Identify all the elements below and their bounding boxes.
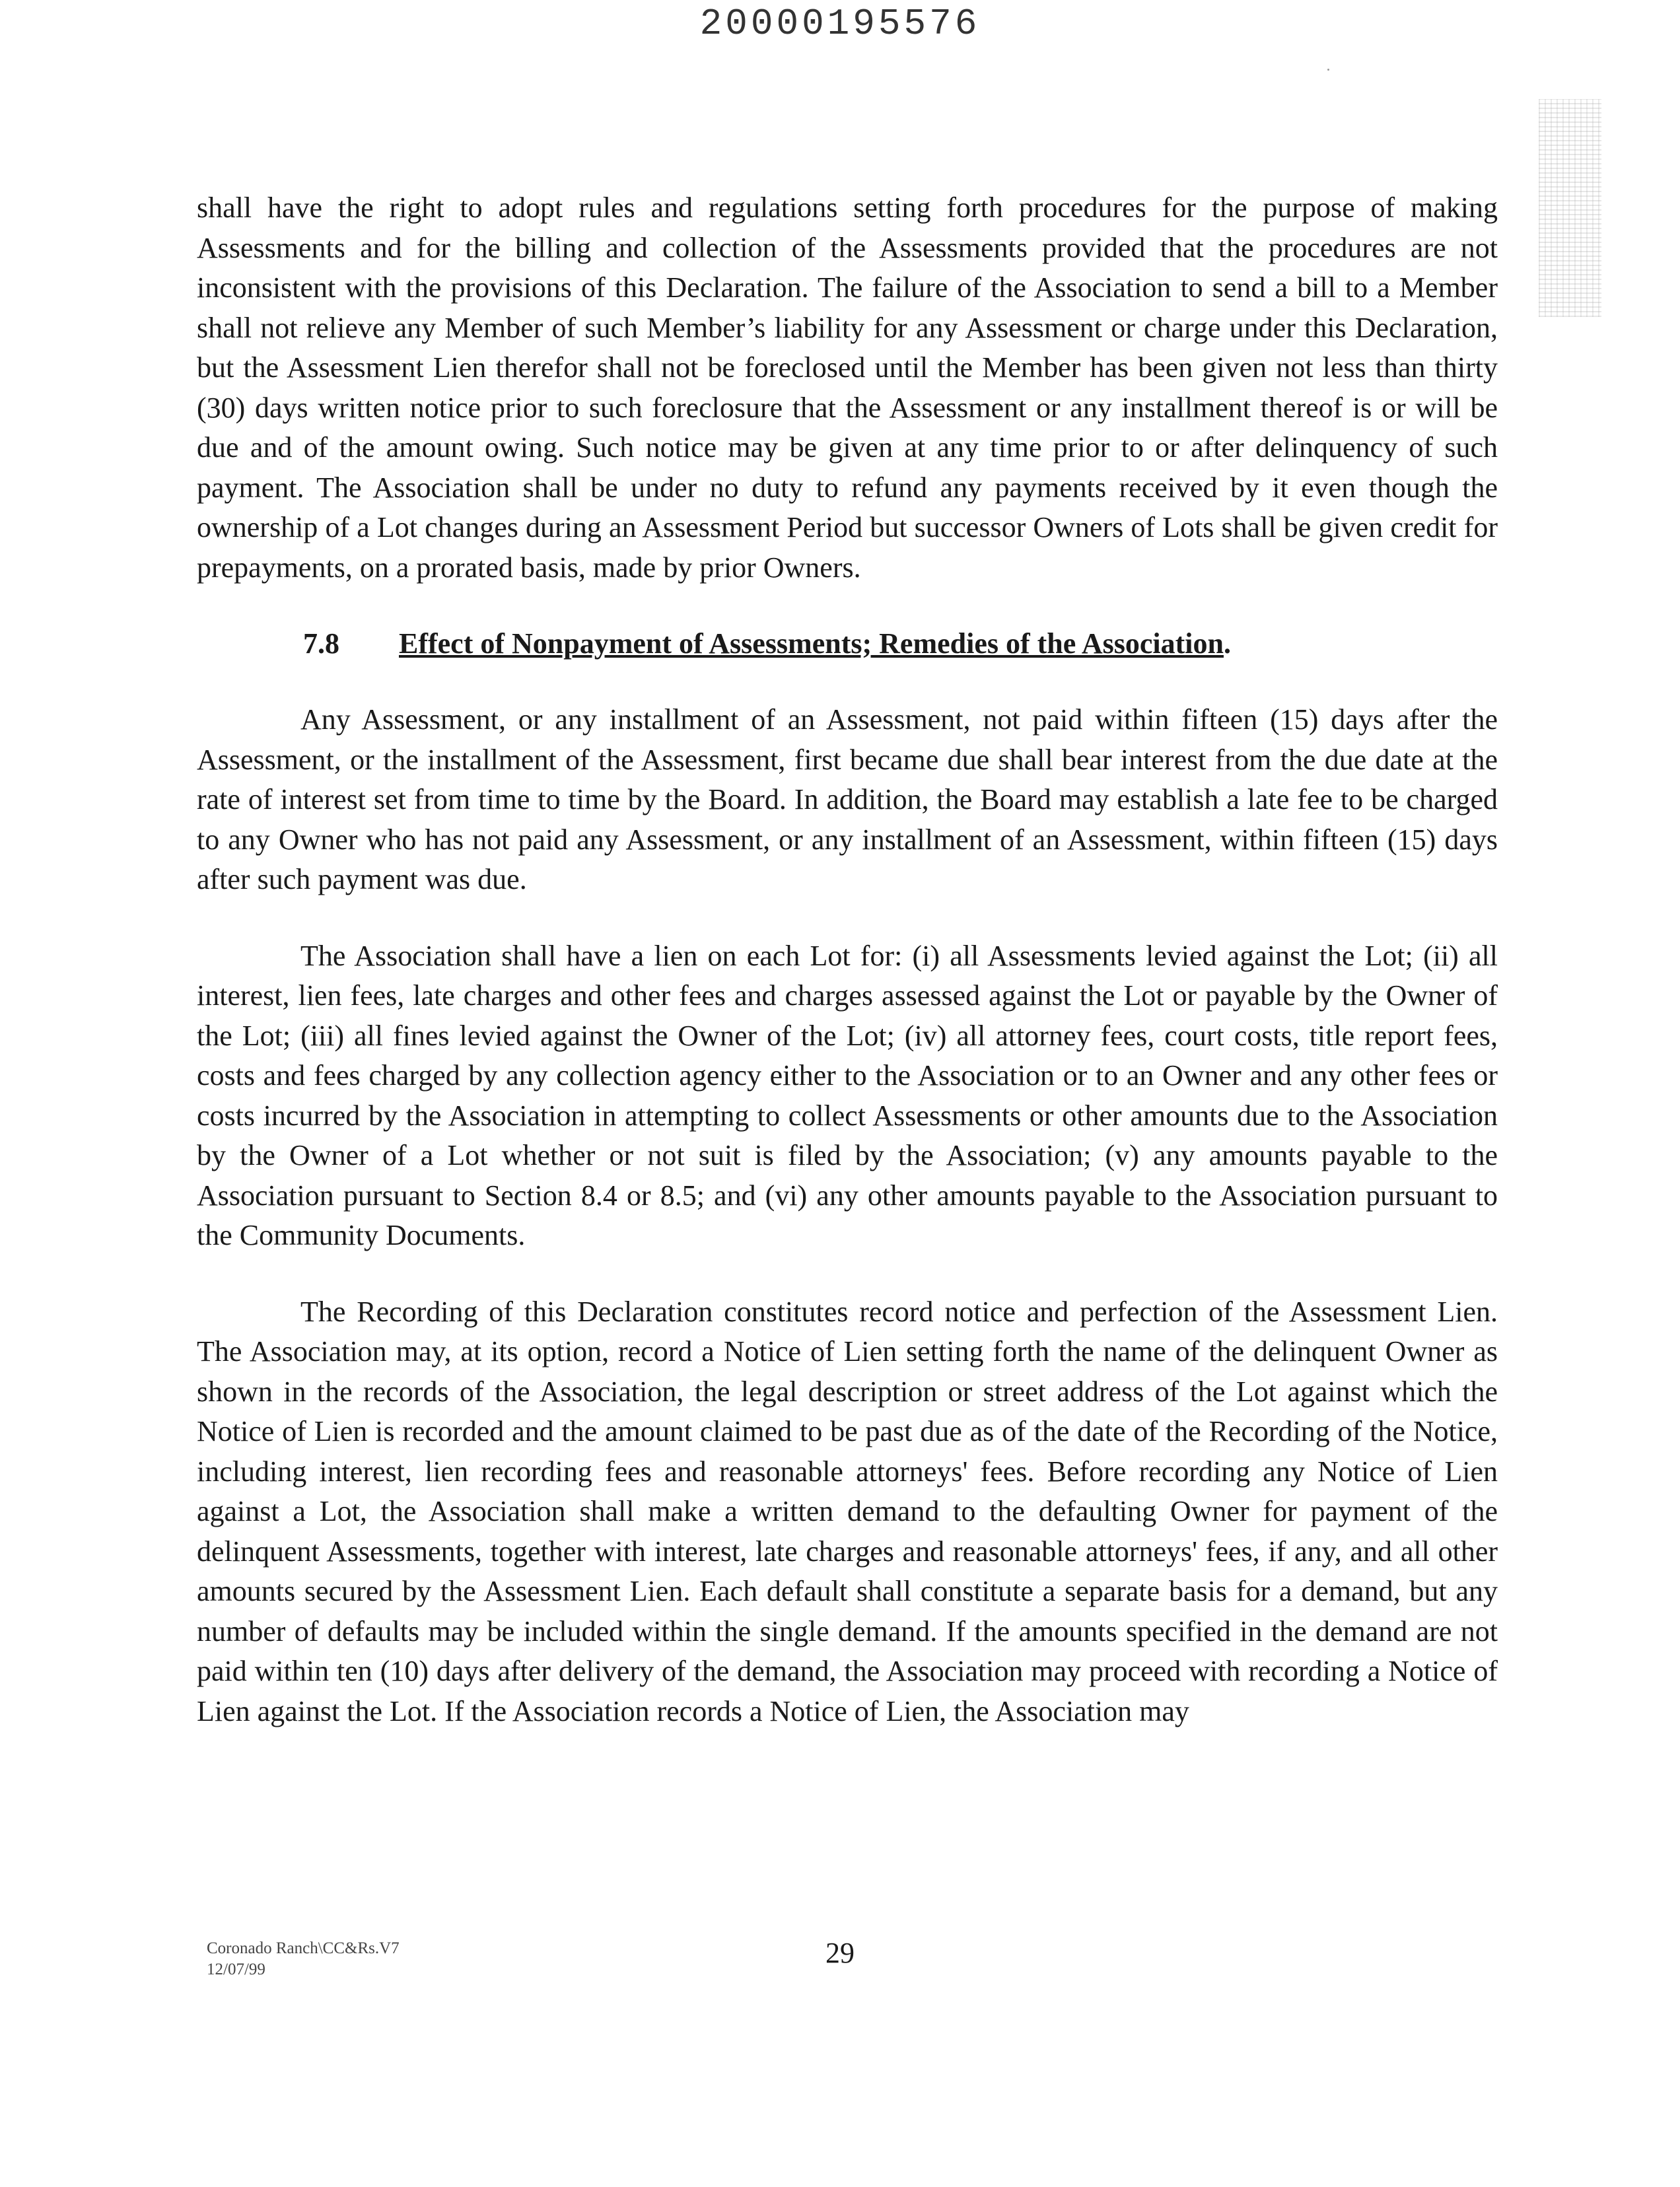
section-heading	[197, 624, 1498, 664]
spacer	[197, 900, 1498, 936]
document-number: 20000195576	[699, 3, 981, 45]
spacer	[197, 1256, 1498, 1292]
section-title-period: .	[1223, 627, 1231, 660]
paragraph-lien: The Association shall have a lien on each Lot for: (i) all Assessments levied against the Lot; (ii) all interest, lien fees, late charges and other fees and charges assessed against the Lot or payable by the Owner of the Lot; (iii) all fines levied against the Owner of the Lot; (iv) all attorney fees, court costs, title report fees, costs and fees charged by any collection agency either to the Association or to an Owner and any other fees or costs incurred by the Association in attempting to collect Assessments or other amounts due to the Association by the Owner of a Lot whether or not suit is filed by the Association; (v) any amounts payable to the Association pursuant to Section 8.4 or 8.5; and (vi) any other amounts payable to the Association pursuant to the Community Documents.	[197, 939, 1498, 1251]
footer-date: 12/07/99	[207, 1961, 265, 1978]
scan-artifact	[1539, 99, 1601, 317]
spacer	[197, 588, 1498, 624]
footer-file-label: Coronado Ranch\CC&Rs.V7	[207, 1939, 400, 1957]
spacer	[197, 664, 1498, 700]
paragraph-interest: Any Assessment, or any installment of an Assessment, not paid within fifteen (15) days after the Assessment, or the installment of the Assessment, first became due shall bear interest from the due date at the rate of interest set from time to time by the Board. In addition, the Board may establish a late fee to be charged to any Owner who has not paid any Assessment, or any installment of an Assessment, within fifteen (15) days after such payment was due.	[197, 703, 1498, 895]
paragraph-recording: The Recording of this Declaration constitutes record notice and perfection of the Assessment Lien. The Association may, at its option, record a Notice of Lien setting forth the name of the delinquent Owner as shown in the records of the Association, the legal description or street address of the Lot against which the Notice of Lien is recorded and the amount claimed to be past due as of the date of the Recording of the Notice, including interest, lien recording fees and reasonable attorneys' fees. Before recording any Notice of Lien against a Lot, the Association shall make a written demand to the defaulting Owner for payment of the delinquent Assessments, together with interest, late charges and reasonable attorneys' fees, if any, and all other amounts secured by the Assessment Lien. Each default shall constitute a separate basis for a demand, but any number of defaults may be included within the single demand. If the amounts specified in the demand are not paid within ten (10) days after delivery of the demand, the Association may proceed with recording a Notice of Lien against the Lot. If the Association records a Notice of Lien, the Association may	[197, 1295, 1498, 1727]
scan-speck	[1327, 69, 1329, 71]
paragraph-continuation: shall have the right to adopt rules and regulations setting forth procedures for the purpose of making Assessments and for the billing and collection of the Assessments provided that the procedures are not inconsistent with the provisions of this Declaration. The failure of the Association to send a bill to a Member shall not relieve any Member of such Member’s liability for any Assessment or charge under this Declaration, but the Assessment Lien therefor shall not be foreclosed until the Member has been given not less than thirty (30) days written notice prior to such foreclosure that the Assessment or any installment thereof is or will be due and of the amount owing. Such notice may be given at any time prior to or after delinquency of such payment. The Association shall be under no duty to refund any payments received by it even though the ownership of a Lot changes during an Assessment Period but successor Owners of Lots shall be given credit for prepayments, on a prorated basis, made by prior Owners.	[197, 191, 1498, 584]
document-body	[197, 188, 1498, 1731]
section-title: Effect of Nonpayment of Assessments; Remedies of the Association	[399, 627, 1224, 660]
section-number: 7.8	[303, 627, 339, 660]
page-number: 29	[825, 1937, 855, 1969]
